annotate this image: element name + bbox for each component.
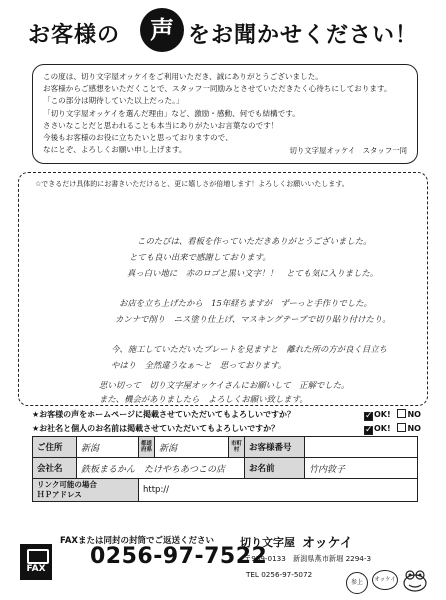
intro-line: この度は、切り文字屋オッケイをご利用いただき、誠にありがとうございました。 [43, 72, 323, 81]
handwritten-line: やはり 全然違うなぁ～と 思っております。 [111, 360, 287, 370]
handwritten-line: とても良い出来で感謝しております。 [129, 252, 271, 262]
address-pref-field[interactable] [77, 437, 139, 458]
form-row-homepage [33, 479, 418, 502]
customer-number-label: お客様番号 [245, 437, 305, 458]
form-row-address [33, 437, 418, 458]
permission-homepage-options [364, 409, 421, 421]
handwritten-line: カンナで削り ニス塗り仕上げ、マスキングテープで切り貼り付けたり。 [115, 314, 391, 324]
company-field[interactable] [77, 458, 245, 479]
brand-seal-icon: オッケイ [372, 570, 398, 590]
handwritten-line: 今、施工していただいたプレートを見ますと 離れた所の方が良く目立ち [111, 344, 388, 354]
title-prefix: お客様の [28, 23, 121, 48]
no-label: NO [407, 424, 421, 433]
city-label: 市町 村 [229, 437, 245, 458]
company-brand: オッケイ [302, 536, 353, 551]
homepage-label [33, 479, 139, 502]
company-name: 切り文字屋 [240, 536, 295, 549]
intro-line: なにとぞ、よろしくお願い申し上げます。 [43, 145, 187, 155]
handwritten-line: 真っ白い地に 赤のロゴと黒い文字！！ とても気に入りました。 [127, 268, 379, 278]
pref-label: 都道 府県 [139, 437, 155, 458]
permission-homepage-no-checkbox[interactable] [397, 409, 406, 418]
name-value: 竹内敦子 [309, 464, 346, 475]
customer-number-field[interactable] [305, 437, 418, 458]
permission-name-no-checkbox[interactable] [397, 423, 406, 432]
voice-prompt: ☆できるだけ具体的にお書きいただけると、更に嬉しさが倍増します！よろしくお願いいたします。 [35, 180, 349, 188]
address-label: ご住所 [33, 437, 77, 458]
voice-badge: 声 [140, 8, 184, 52]
hp-address-label: ＨＰアドレス [37, 490, 82, 499]
company-address: 〒959-0133 新潟県燕市新堀 2294-3 [244, 554, 372, 563]
handwritten-line: このたびは、看板を作っていただきありがとうございました。 [137, 236, 372, 246]
homepage-url-field[interactable] [139, 479, 418, 502]
company-value: 鉄板まるかん たけやちあつこの店 [81, 464, 226, 475]
name-field[interactable] [305, 458, 418, 479]
company-tel: TEL 0256-97-5072 [246, 570, 313, 579]
page-header [0, 8, 446, 62]
fax-instruction: FAXまたは同封の封筒でご返送ください [60, 536, 214, 546]
intro-line: ささいなことだと思われることも本当にありがたいお言葉なのです！ [43, 120, 279, 130]
ok-label: OK! [374, 424, 391, 433]
handwritten-line: 思い切って 切り文字屋オッケイさんにお願いして 正解でした。 [99, 380, 350, 390]
permission-name-label: ★お社名と個人のお名前は掲載させていただいてもよろしいですか？ [32, 424, 280, 433]
name-label: お名前 [245, 458, 305, 479]
intro-line: 今後もお客様のお役に立ちたいと思っておりますので、 [43, 133, 233, 143]
fax-number: 0256-97-7522 [90, 544, 268, 569]
intro-message-box [32, 64, 418, 164]
customer-info-form [32, 436, 418, 502]
fax-icon: FAX [20, 544, 52, 580]
address-city-value: 新潟 [159, 443, 178, 454]
customer-voice-box [18, 172, 428, 406]
page-footer [0, 528, 446, 600]
address-pref-value: 新潟 [81, 443, 100, 454]
company-label: 会社名 [33, 458, 77, 479]
stamp-icon: 参上 [346, 572, 368, 594]
link-allowed-label: リンク可能の場合 [37, 480, 97, 489]
handwritten-line: お店を立ち上げたから 15年経ちますが ずーっと手作りでした。 [119, 298, 372, 308]
homepage-url-value: http:// [143, 485, 170, 495]
intro-line: お客様からご感想をいただくことで、スタッフ一同励みとさせていただきたく心待ちにしております。 [43, 84, 392, 94]
address-city-field[interactable] [155, 437, 229, 458]
handwritten-line: また、機会がありましたら よろしくお願い致します。 [99, 394, 308, 404]
intro-line: 「この部分は期待していた以上だった。」 [43, 96, 184, 106]
permission-homepage-ok-checkbox[interactable]: ✓ [365, 411, 373, 421]
permission-name-options [364, 423, 421, 435]
no-label: NO [407, 410, 421, 419]
intro-line: 「切り文字屋オッケイを選んだ理由」など、激励・感動、何でも結構です。 [43, 108, 300, 118]
intro-signature: 切り文字屋オッケイ スタッフ一同 [289, 145, 407, 155]
frog-mascot-icon [402, 568, 428, 592]
permission-name-ok-checkbox[interactable]: ✓ [365, 425, 373, 435]
title-suffix: をお聞かせください！ [188, 23, 419, 48]
permission-homepage-label: ★お客様の声をホームページに掲載させていただいてもよろしいですか？ [32, 410, 296, 419]
form-row-company [33, 458, 418, 479]
ok-label: OK! [374, 410, 391, 419]
